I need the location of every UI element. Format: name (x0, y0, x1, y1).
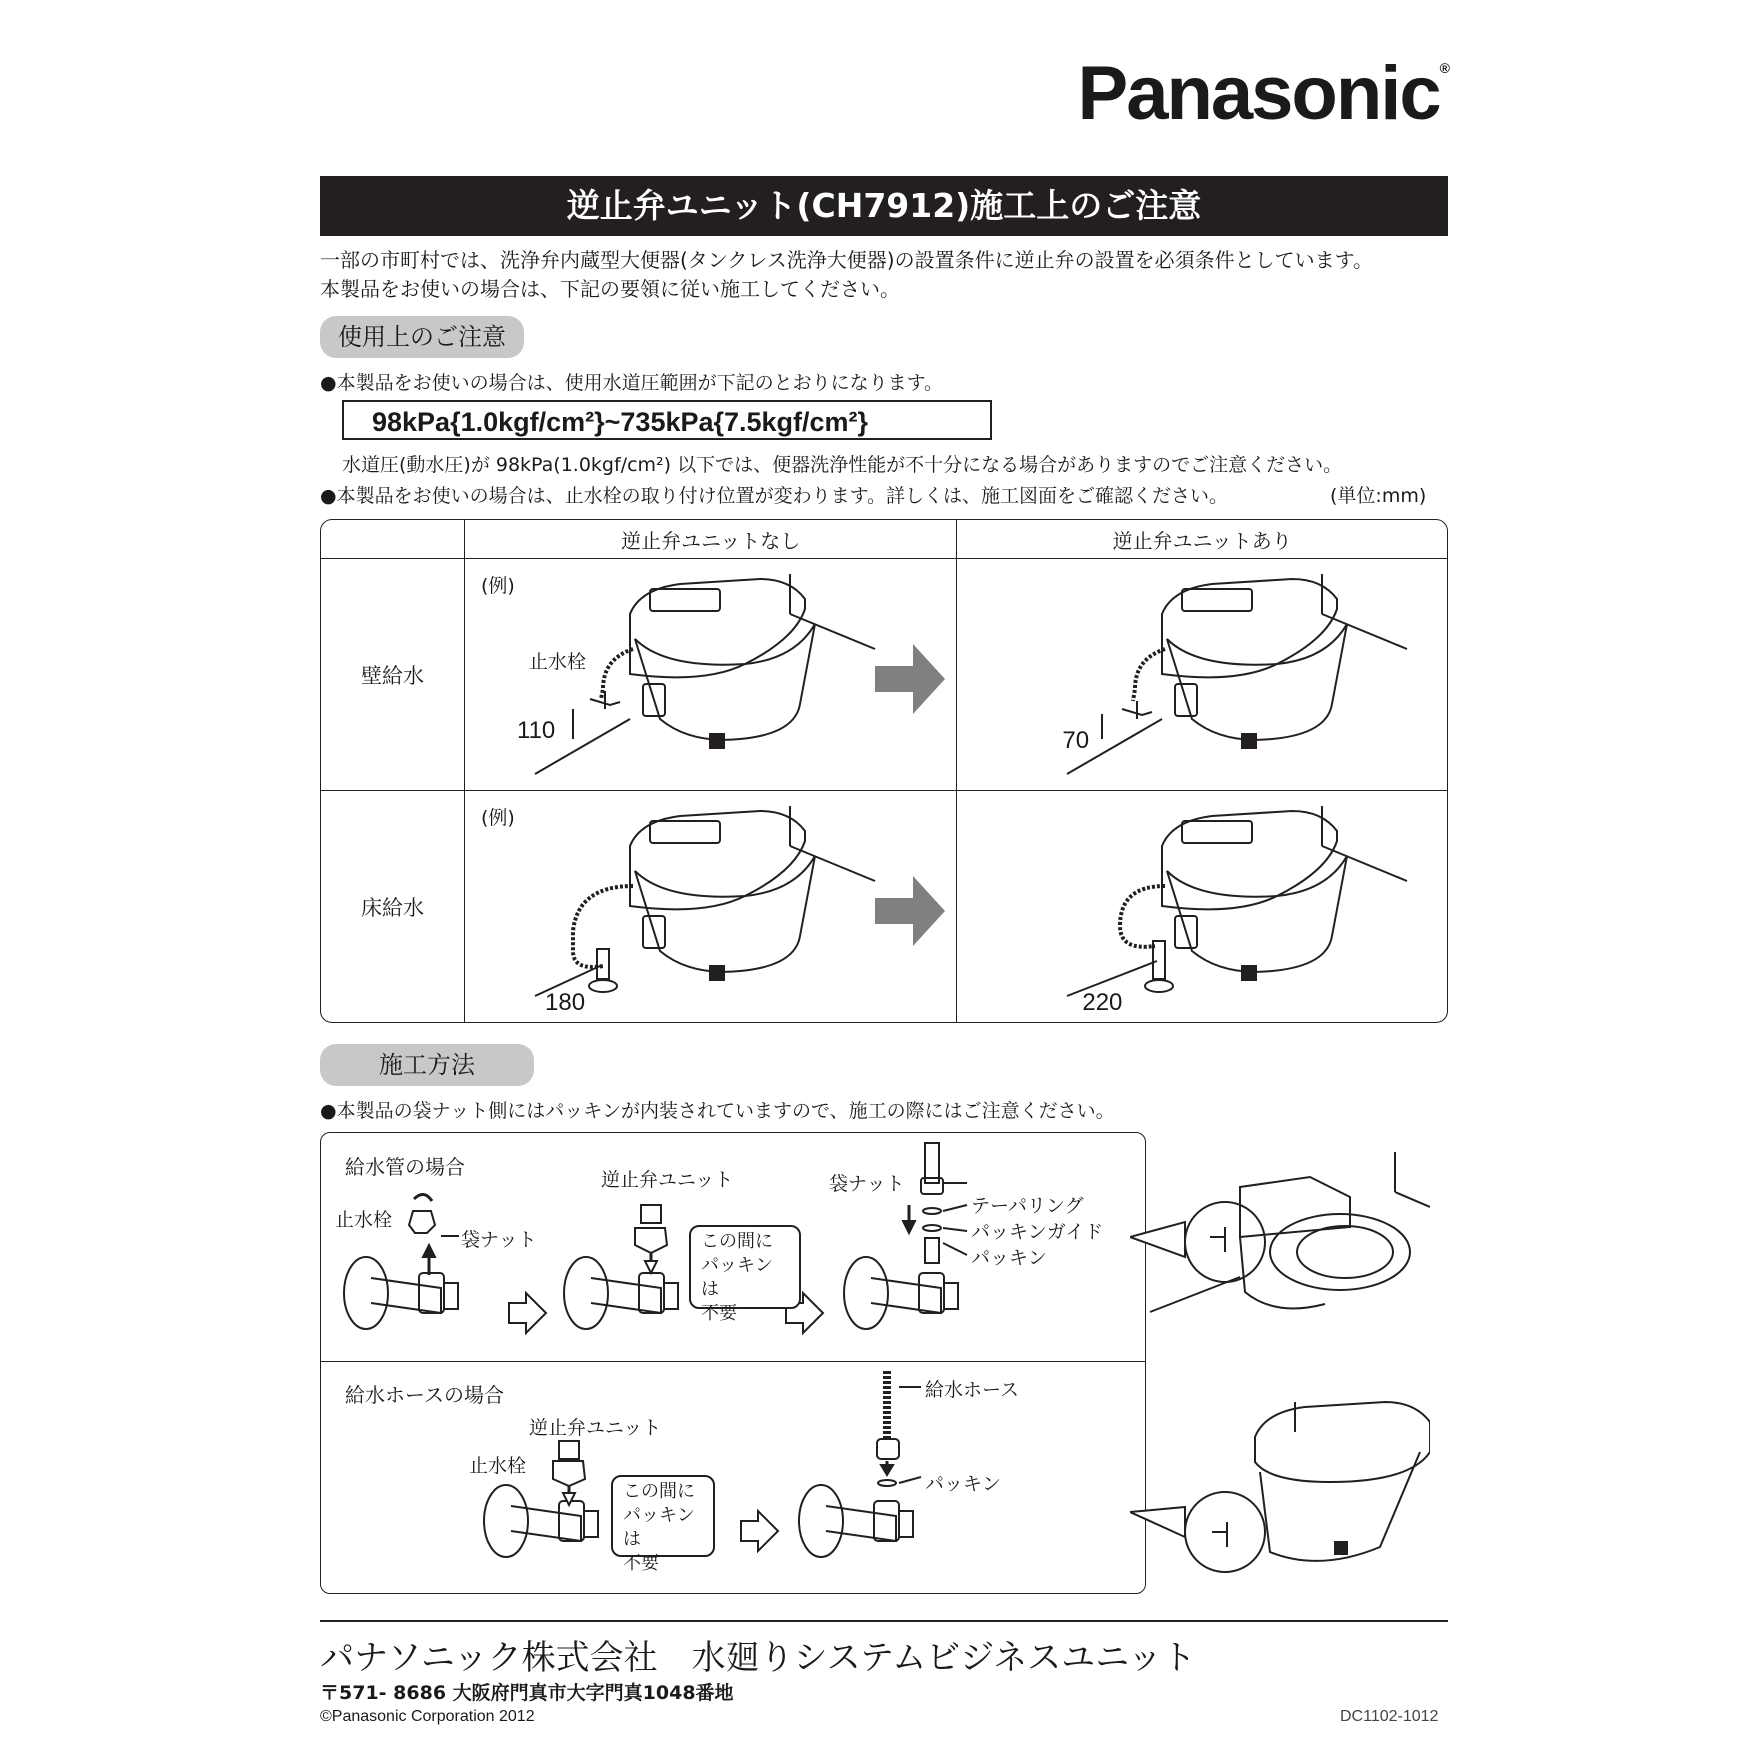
intro-text (320, 246, 1373, 304)
comparison-table (320, 519, 1448, 1023)
arrow-right-icon (875, 644, 955, 714)
packing-guide-label: パッキンガイド (971, 1221, 1104, 1243)
dim-wall-with: 70 (1062, 727, 1090, 754)
toilet-wall-illustration (957, 559, 1468, 790)
arrow-right-icon (875, 876, 955, 946)
method-diagram-box (320, 1132, 1146, 1594)
hose-steps-illustration (321, 1361, 1147, 1595)
toilet-callout-illustrations (1130, 1132, 1430, 1602)
dim-wall-without: 110 (517, 717, 556, 744)
intro-line-2: 本製品をお使いの場合は、下記の要領に従い施工してください。 (320, 277, 900, 301)
table-corner (321, 520, 465, 559)
page-title: 逆止弁ユニット(CH7912)施工上のご注意 (320, 176, 1448, 236)
hose-unit-label: 逆止弁ユニット (529, 1417, 662, 1439)
packing-label: パッキン (971, 1247, 1047, 1269)
company-name: パナソニック株式会社 水廻りシステムビジネスユニット (320, 1638, 1196, 1678)
pressure-note: 水道圧(動水圧)が 98kPa(1.0kgf/cm²) 以下では、便器洗浄性能が不十分になる場合がありますのでご注意ください。 (342, 454, 1343, 476)
pressure-range: 98kPa{1.0kgf/cm²}~735kPa{7.5kgf/cm²} (342, 400, 992, 440)
intro-line-1: 一部の市町村では、洗浄弁内蔵型大便器(タンクレス洗浄大便器)の設置条件に逆止弁の設置を必須条件としています。 (320, 248, 1374, 272)
note-line-2: パッキンは (701, 1255, 773, 1300)
company-address: 〒571- 8686 大阪府門真市大字門真1048番地 (320, 1682, 734, 1704)
row-label-floor: 床給水 (321, 791, 465, 1022)
document-code: DC1102-1012 (1340, 1708, 1439, 1725)
col-header-with: 逆止弁ユニットあり (957, 520, 1447, 559)
cell-floor-with (957, 791, 1447, 1022)
cell-wall-with (957, 559, 1447, 791)
toilet-wall-illustration (465, 559, 937, 790)
dim-floor-without: 180 (545, 989, 586, 1016)
note-line-1: この間に (701, 1231, 773, 1252)
cell-wall-without (465, 559, 957, 791)
method-heading: 施工方法 (320, 1044, 534, 1086)
hose-label: 給水ホース (925, 1379, 1020, 1401)
tapering-label: テーパリング (971, 1195, 1084, 1217)
toilet-floor-illustration (465, 791, 937, 1022)
pipe-no-packing-note (689, 1225, 801, 1324)
usage-bullet-1: ●本製品をお使いの場合は、使用水道圧範囲が下記のとおりになります。 (320, 372, 944, 394)
note-line-2: パッキンは (623, 1505, 695, 1550)
valve-label: 止水栓 (529, 651, 587, 673)
pipe-case-title: 給水管の場合 (345, 1155, 465, 1179)
hose-valve-label: 止水栓 (469, 1455, 527, 1477)
note-line-1: この間に (623, 1481, 695, 1502)
copyright: ©Panasonic Corporation 2012 (320, 1708, 535, 1725)
logo-text: Panasonic (1077, 51, 1440, 136)
pipe-nut-label: 袋ナット (461, 1229, 537, 1251)
example-label: (例) (481, 807, 515, 829)
pipe-valve-label: 止水栓 (335, 1209, 393, 1231)
note-line-3: 不要 (701, 1303, 737, 1324)
method-bullet: ●本製品の袋ナット側にはパッキンが内装されていますので、施工の際にはご注意ください。 (320, 1100, 1115, 1122)
pipe-unit-label: 逆止弁ユニット (601, 1169, 734, 1191)
toilet-floor-illustration (957, 791, 1468, 1022)
dim-floor-with: 220 (1082, 989, 1123, 1016)
usage-heading: 使用上のご注意 (320, 316, 524, 358)
example-label: (例) (481, 575, 515, 597)
registered-mark: ® (1439, 60, 1450, 76)
row-label-wall: 壁給水 (321, 559, 465, 791)
cell-floor-without (465, 791, 957, 1022)
unit-note: (単位:mm) (1330, 485, 1427, 507)
pipe-nut-label-2: 袋ナット (829, 1173, 905, 1195)
usage-bullet-2: ●本製品をお使いの場合は、止水栓の取り付け位置が変わります。詳しくは、施工図面をご確認ください。 (320, 485, 1229, 507)
panasonic-logo (1070, 50, 1450, 137)
col-header-without: 逆止弁ユニットなし (465, 520, 957, 559)
footer-rule (320, 1620, 1448, 1622)
hose-no-packing-note (611, 1475, 715, 1574)
note-line-3: 不要 (623, 1553, 659, 1574)
hose-case-title: 給水ホースの場合 (345, 1383, 504, 1407)
hose-packing-label: パッキン (925, 1473, 1001, 1495)
